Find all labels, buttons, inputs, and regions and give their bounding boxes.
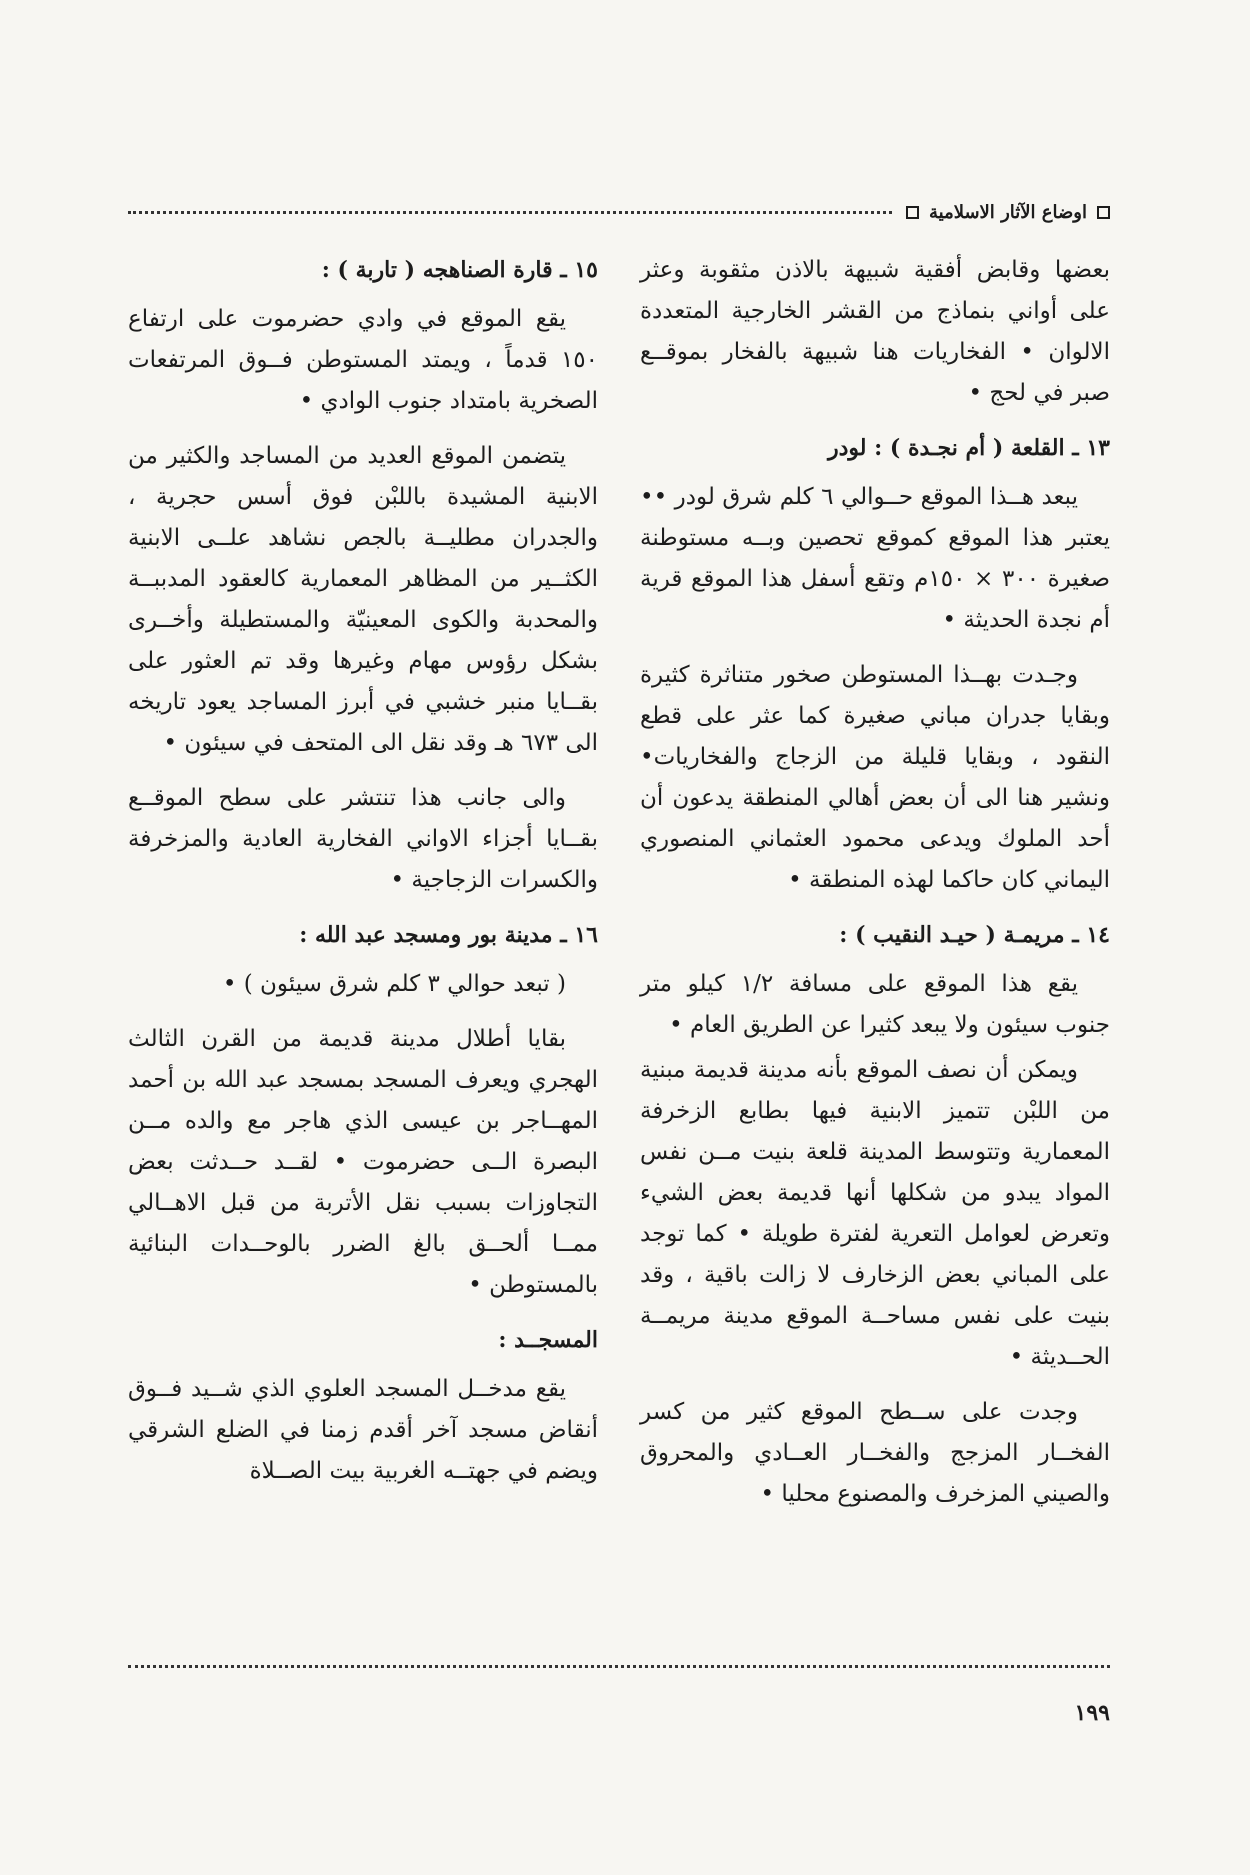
paragraph: بقايا أطلال مدينة قديمة من القرن الثالث الهجري ويعرف المسجد بمسجد عبد الله بن أحمد المهــاجر بن عيسى الذي هاجر مع والده مــن البصرة الــى حضرموت • لقــد حــدثت بعض التجاوزات بسبب نقل الأتربة من قبل الاهــالي ممــا ألحــق بالغ الضرر بالوحــدات البنائية بالمستوطن • bbox=[128, 1026, 598, 1298]
paragraph: يتضمن الموقع العديد من المساجد والكثير من الابنية المشيدة باللبْن فوق أسس حجرية ، والجدران مطليــة بالجص نشاهد علــى الابنية الكثــير من المظاهر المعمارية كالعقود المدببــة والمحدبة والكوى المعينيّة والمستطيلة وأخــرى بشكل رؤوس مهام وغيرها وقد تم العثور على بقــايا منبر خشبي في أبرز المساجد يعود تاريخه الى ٦٧٣ هـ وقد نقل الى المتحف في سيئون • bbox=[128, 443, 598, 756]
paragraph: وجـدت بهــذا المستوطن صخور متناثرة كثيرة وبقايا جدران مباني صغيرة كما عثر على قطع النقود ، وبقايا قليلة من الزجاج والفخاريات• ونشير هنا الى أن بعض أهالي المنطقة يدعون أن أحد الملوك ويدعى محمود العثماني المنصوري اليماني كان حاكما لهذه المنطقة • bbox=[640, 662, 1110, 893]
header-title: اوضاع الآثار الاسلامية bbox=[928, 201, 1087, 223]
paragraph: يقع الموقع في وادي حضرموت على ارتفاع ١٥٠ قدماً ، ويمتد المستوطن فــوق المرتفعات الصخرية بامتداد جنوب الوادي • bbox=[128, 306, 598, 414]
paragraph: يقع مدخــل المسجد العلوي الذي شــيد فــوق أنقاض مسجد آخر أقدم زمنا في الضلع الشرقي ويضم في جهتــه الغربية بيت الصــلاة bbox=[128, 1376, 598, 1484]
section-heading-15: ١٥ ـ قارة الصناهجه ( تاربة ) : bbox=[321, 257, 598, 283]
section-heading-mosque: المسجــد : bbox=[498, 1327, 598, 1353]
right-column bbox=[640, 250, 1110, 1529]
paragraph: والى جانب هذا تنتشر على سطح الموقــع بقــايا أجزاء الاواني الفخارية العادية والمزخرفة والكسرات الزجاجية • bbox=[128, 785, 598, 893]
square-bullet-icon bbox=[1097, 206, 1110, 219]
section-heading-13: ١٣ ـ القلعة ( أم نجـدة ) : لودر bbox=[827, 435, 1110, 461]
paragraph: ويمكن أن نصف الموقع بأنه مدينة قديمة مبنية من اللبْن تتميز الابنية فيها بطابع الزخرفة المعمارية وتتوسط المدينة قلعة بنيت مــن نفس المواد يبدو من شكلها أنها قديمة بعض الشيء وتعرض لعوامل التعرية لفترة طويلة • كما توجد على المباني بعض الزخارف لا زالت باقية ، وقد بنيت على نفس مساحــة الموقع مدينة مريمــة الحــديثة • bbox=[640, 1057, 1110, 1370]
header-rule bbox=[128, 211, 892, 214]
section-heading-14: ١٤ ـ مريمـة ( حيـد النقيب ) : bbox=[839, 922, 1110, 948]
section-heading-16: ١٦ ـ مدينة بور ومسجد عبد الله : bbox=[299, 922, 598, 948]
paragraph: ( تبعد حوالي ٣ كلم شرق سيئون ) • bbox=[222, 971, 566, 997]
paragraph: يقع هذا الموقع على مسافة ١/٢ كيلو متر جنوب سيئون ولا يبعد كثيرا عن الطريق العام • bbox=[640, 971, 1110, 1038]
left-column bbox=[128, 250, 598, 1506]
page-number: ١٩٩ bbox=[1074, 1700, 1110, 1726]
paragraph: وجدت على ســطح الموقع كثير من كسر الفخــار المزجج والفخــار العــادي والمحروق والصيني المزخرف والمصنوع محليا • bbox=[640, 1399, 1110, 1507]
paragraph: بعضها وقابض أفقية شبيهة بالاذن مثقوبة وعثر على أواني بنماذج من القشر الخارجية المتعددة الالوان • الفخاريات هنا شبيهة بالفخار بموقــع صبر في لحج • bbox=[640, 257, 1110, 406]
running-header bbox=[128, 192, 1110, 232]
square-bullet-icon bbox=[906, 206, 919, 219]
paragraph: يبعد هــذا الموقع حــوالي ٦ كلم شرق لودر •• يعتبر هذا الموقع كموقع تحصين وبــه مستوطنة صغيرة ٣٠٠ × ١٥٠م وتقع أسفل هذا الموقع قرية أم نجدة الحديثة • bbox=[640, 484, 1110, 633]
footer-rule bbox=[128, 1665, 1110, 1668]
